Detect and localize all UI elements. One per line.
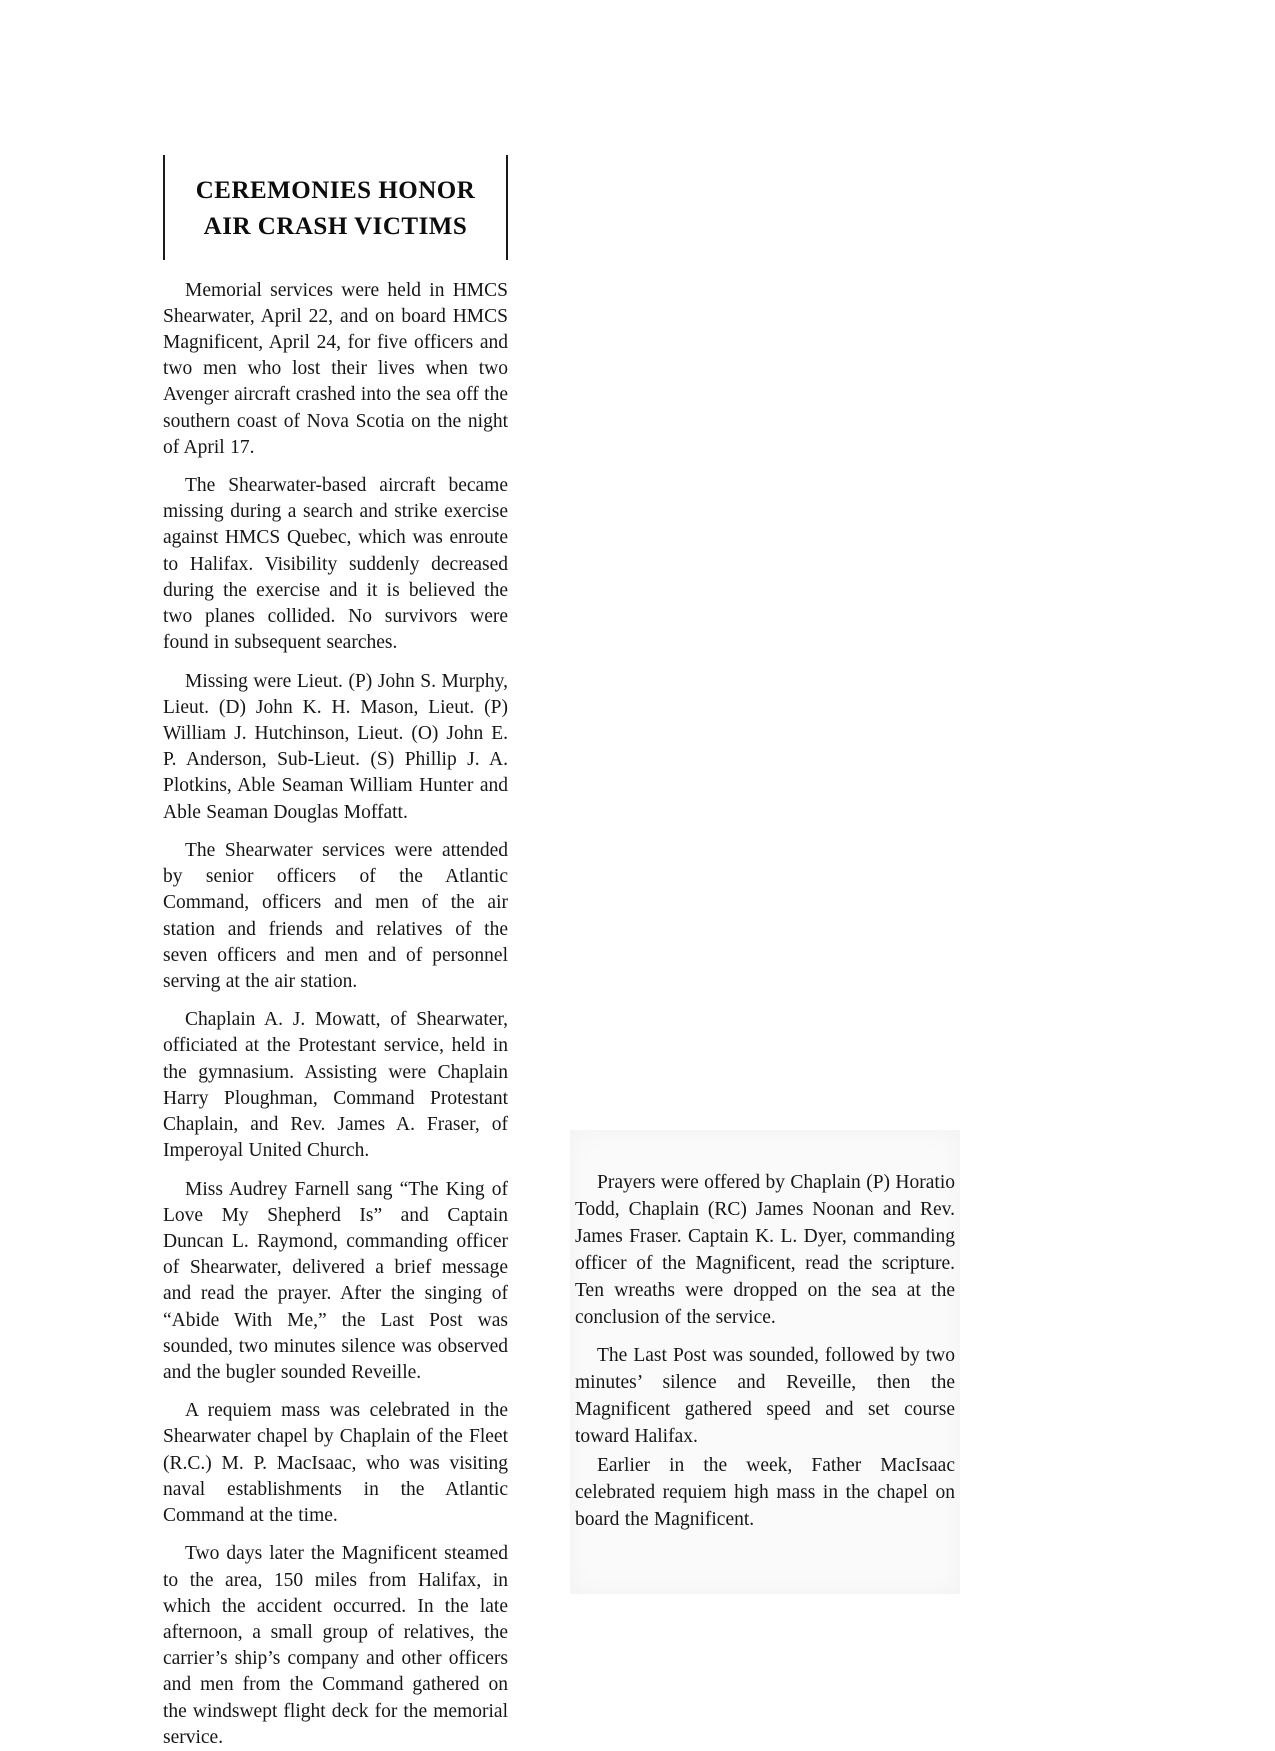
clipping-right-column (570, 1130, 960, 1594)
left-column-body (163, 278, 508, 1751)
paragraph: Prayers were offered by Chaplain (P) Horatio Todd, Chaplain (RC) James Noonan and Rev. James Fraser. Captain K. L. Dyer, commanding officer of the Magnificent, read the scripture. Ten wreaths were dropped on the sea at the conclusion of the service. (575, 1170, 955, 1331)
paragraph: Missing were Lieut. (P) John S. Murphy, Lieut. (D) John K. H. Mason, Lieut. (P) William J. Hutchinson, Lieut. (O) John E. P. Anderson, Sub-Lieut. (S) Phillip J. A. Plotkins, Able Seaman William Hunter and Able Seaman Douglas Moffatt. (163, 669, 508, 826)
paragraph: The Last Post was sounded, followed by two minutes’ silence and Reveille, then the Magnificent gathered speed and set course toward Halifax. (575, 1343, 955, 1451)
paragraph: Chaplain A. J. Mowatt, of Shearwater, officiated at the Protestant service, held in the gymnasium. Assisting were Chaplain Harry Ploughman, Command Protestant Chaplain, and Rev. James A. Fraser, of Imperoyal United Church. (163, 1007, 508, 1164)
paragraph: The Shearwater services were attended by senior officers of the Atlantic Command, officers and men of the air station and friends and relatives of the seven officers and men and of personnel serving at the air station. (163, 838, 508, 995)
paragraph: Memorial services were held in HMCS Shearwater, April 22, and on board HMCS Magnificent, April 24, for five officers and two men who lost their lives when two Avenger aircraft crashed into the sea off the southern coast of Nova Scotia on the night of April 17. (163, 278, 508, 462)
headline-box (163, 155, 508, 260)
paragraph: A requiem mass was celebrated in the Shearwater chapel by Chaplain of the Fleet (R.C.) M. P. MacIsaac, who was visiting naval establishments in the Atlantic Command at the time. (163, 1398, 508, 1529)
paragraph: Two days later the Magnificent steamed to the area, 150 miles from Halifax, in which the accident occurred. In the late afternoon, a small group of relatives, the carrier’s ship’s company and other officers and men from the Command gathered on the windswept flight deck for the memorial service. (163, 1541, 508, 1751)
right-column-body (575, 1170, 955, 1534)
clipping-left-column (163, 155, 508, 1751)
paragraph: Miss Audrey Farnell sang “The King of Love My Shepherd Is” and Captain Duncan L. Raymond, commanding officer of Shearwater, delivered a brief message and read the prayer. After the singing of “Abide With Me,” the Last Post was sounded, two minutes silence was observed and the bugler sounded Reveille. (163, 1177, 508, 1387)
paragraph: Earlier in the week, Father MacIsaac celebrated requiem high mass in the chapel on board the Magnificent. (575, 1453, 955, 1534)
headline-line-2: AIR CRASH VICTIMS (169, 209, 502, 245)
headline-line-1: CEREMONIES HONOR (169, 173, 502, 209)
paragraph: The Shearwater-based aircraft became missing during a search and strike exercise against HMCS Quebec, which was enroute to Halifax. Visibility suddenly decreased during the exercise and it is believed the two planes collided. No survivors were found in subsequent searches. (163, 473, 508, 657)
